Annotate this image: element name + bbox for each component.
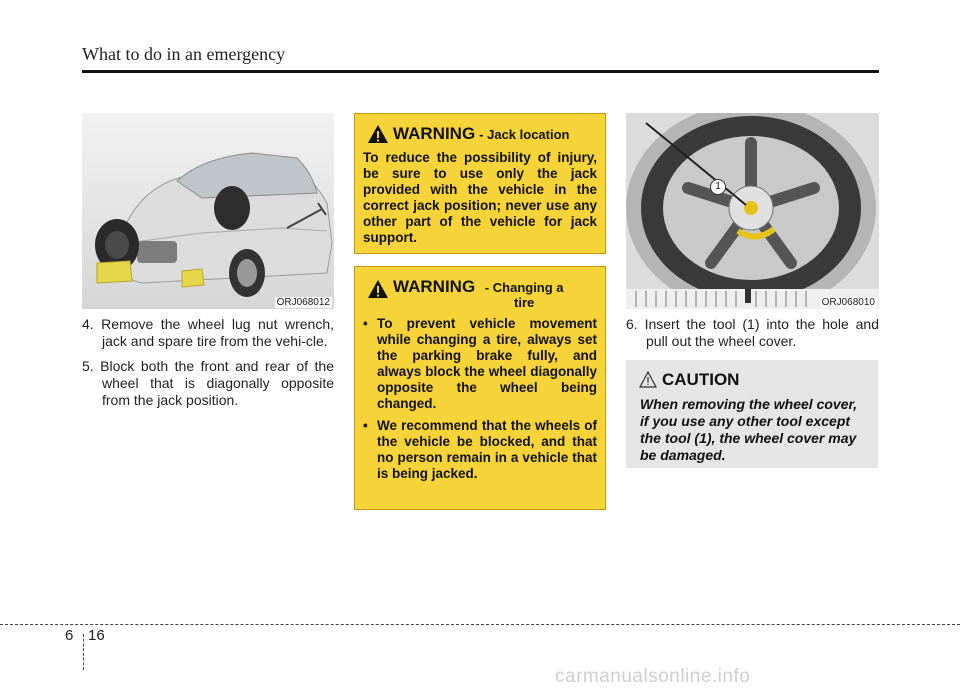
warning-body: To reduce the possibility of injury, be sure to use only the jack provided with the vehicle in the correct jack position; never use any other part of the vehicle for jack support.: [363, 150, 597, 245]
step-5: 5. Block both the front and rear of the wheel that is diagonally opposite from the jack position.: [82, 358, 334, 408]
caution-body: When removing the wheel cover, if you use any other tool except the tool (1), the wheel cover may be damaged.: [640, 396, 858, 463]
warning-title: WARNING: [393, 124, 476, 143]
car-jack-figure: [82, 113, 334, 309]
warning-heading: [393, 277, 597, 310]
chapter-number: 6: [65, 627, 74, 644]
figure-label: ORJ068010: [821, 297, 875, 308]
watermark: carmanualsonline.info: [555, 666, 751, 687]
step-4: 4. Remove the wheel lug nut wrench, jack and spare tire from the vehi-cle.: [82, 316, 334, 349]
callout-1: 1: [710, 179, 726, 195]
header-rule: [82, 70, 879, 73]
steps-right: [626, 316, 879, 358]
wheel-illustration: [626, 113, 879, 309]
footer-rule: [0, 624, 960, 625]
warning-list: [363, 316, 597, 482]
caution-box: [626, 360, 878, 468]
warning-list-item: • To prevent vehicle movement while changing a tire, always set the parking brake fully, and always block the wheel diagonally opposite the wheel being changed.: [363, 316, 597, 412]
warning-heading: [393, 124, 597, 144]
warning-subtitle: - Changing a tire: [484, 280, 564, 310]
warning-triangle-icon: [367, 124, 389, 144]
caution-triangle-icon: [639, 371, 657, 388]
page-number: 16: [88, 627, 105, 644]
warning-triangle-icon: [367, 279, 389, 299]
warning-title: WARNING: [393, 277, 476, 296]
figure-label: ORJ068012: [276, 297, 330, 308]
footer-divider: [83, 634, 84, 670]
warning-changing-tire: [354, 266, 606, 510]
step-6: 6. Insert the tool (1) into the hole and pull out the wheel cover.: [626, 316, 879, 349]
caution-title: CAUTION: [662, 370, 740, 389]
warning-jack-location: [354, 113, 606, 254]
warning-subtitle: - Jack location: [479, 127, 570, 142]
steps-left: [82, 316, 334, 417]
warning-list-item: • We recommend that the wheels of the vehicle be blocked, and that no person remain in a vehicle that is being jacked.: [363, 418, 597, 482]
car-illustration: [82, 113, 334, 309]
page-header-title: What to do in an emergency: [82, 44, 286, 64]
wheel-cover-figure: [626, 113, 879, 309]
